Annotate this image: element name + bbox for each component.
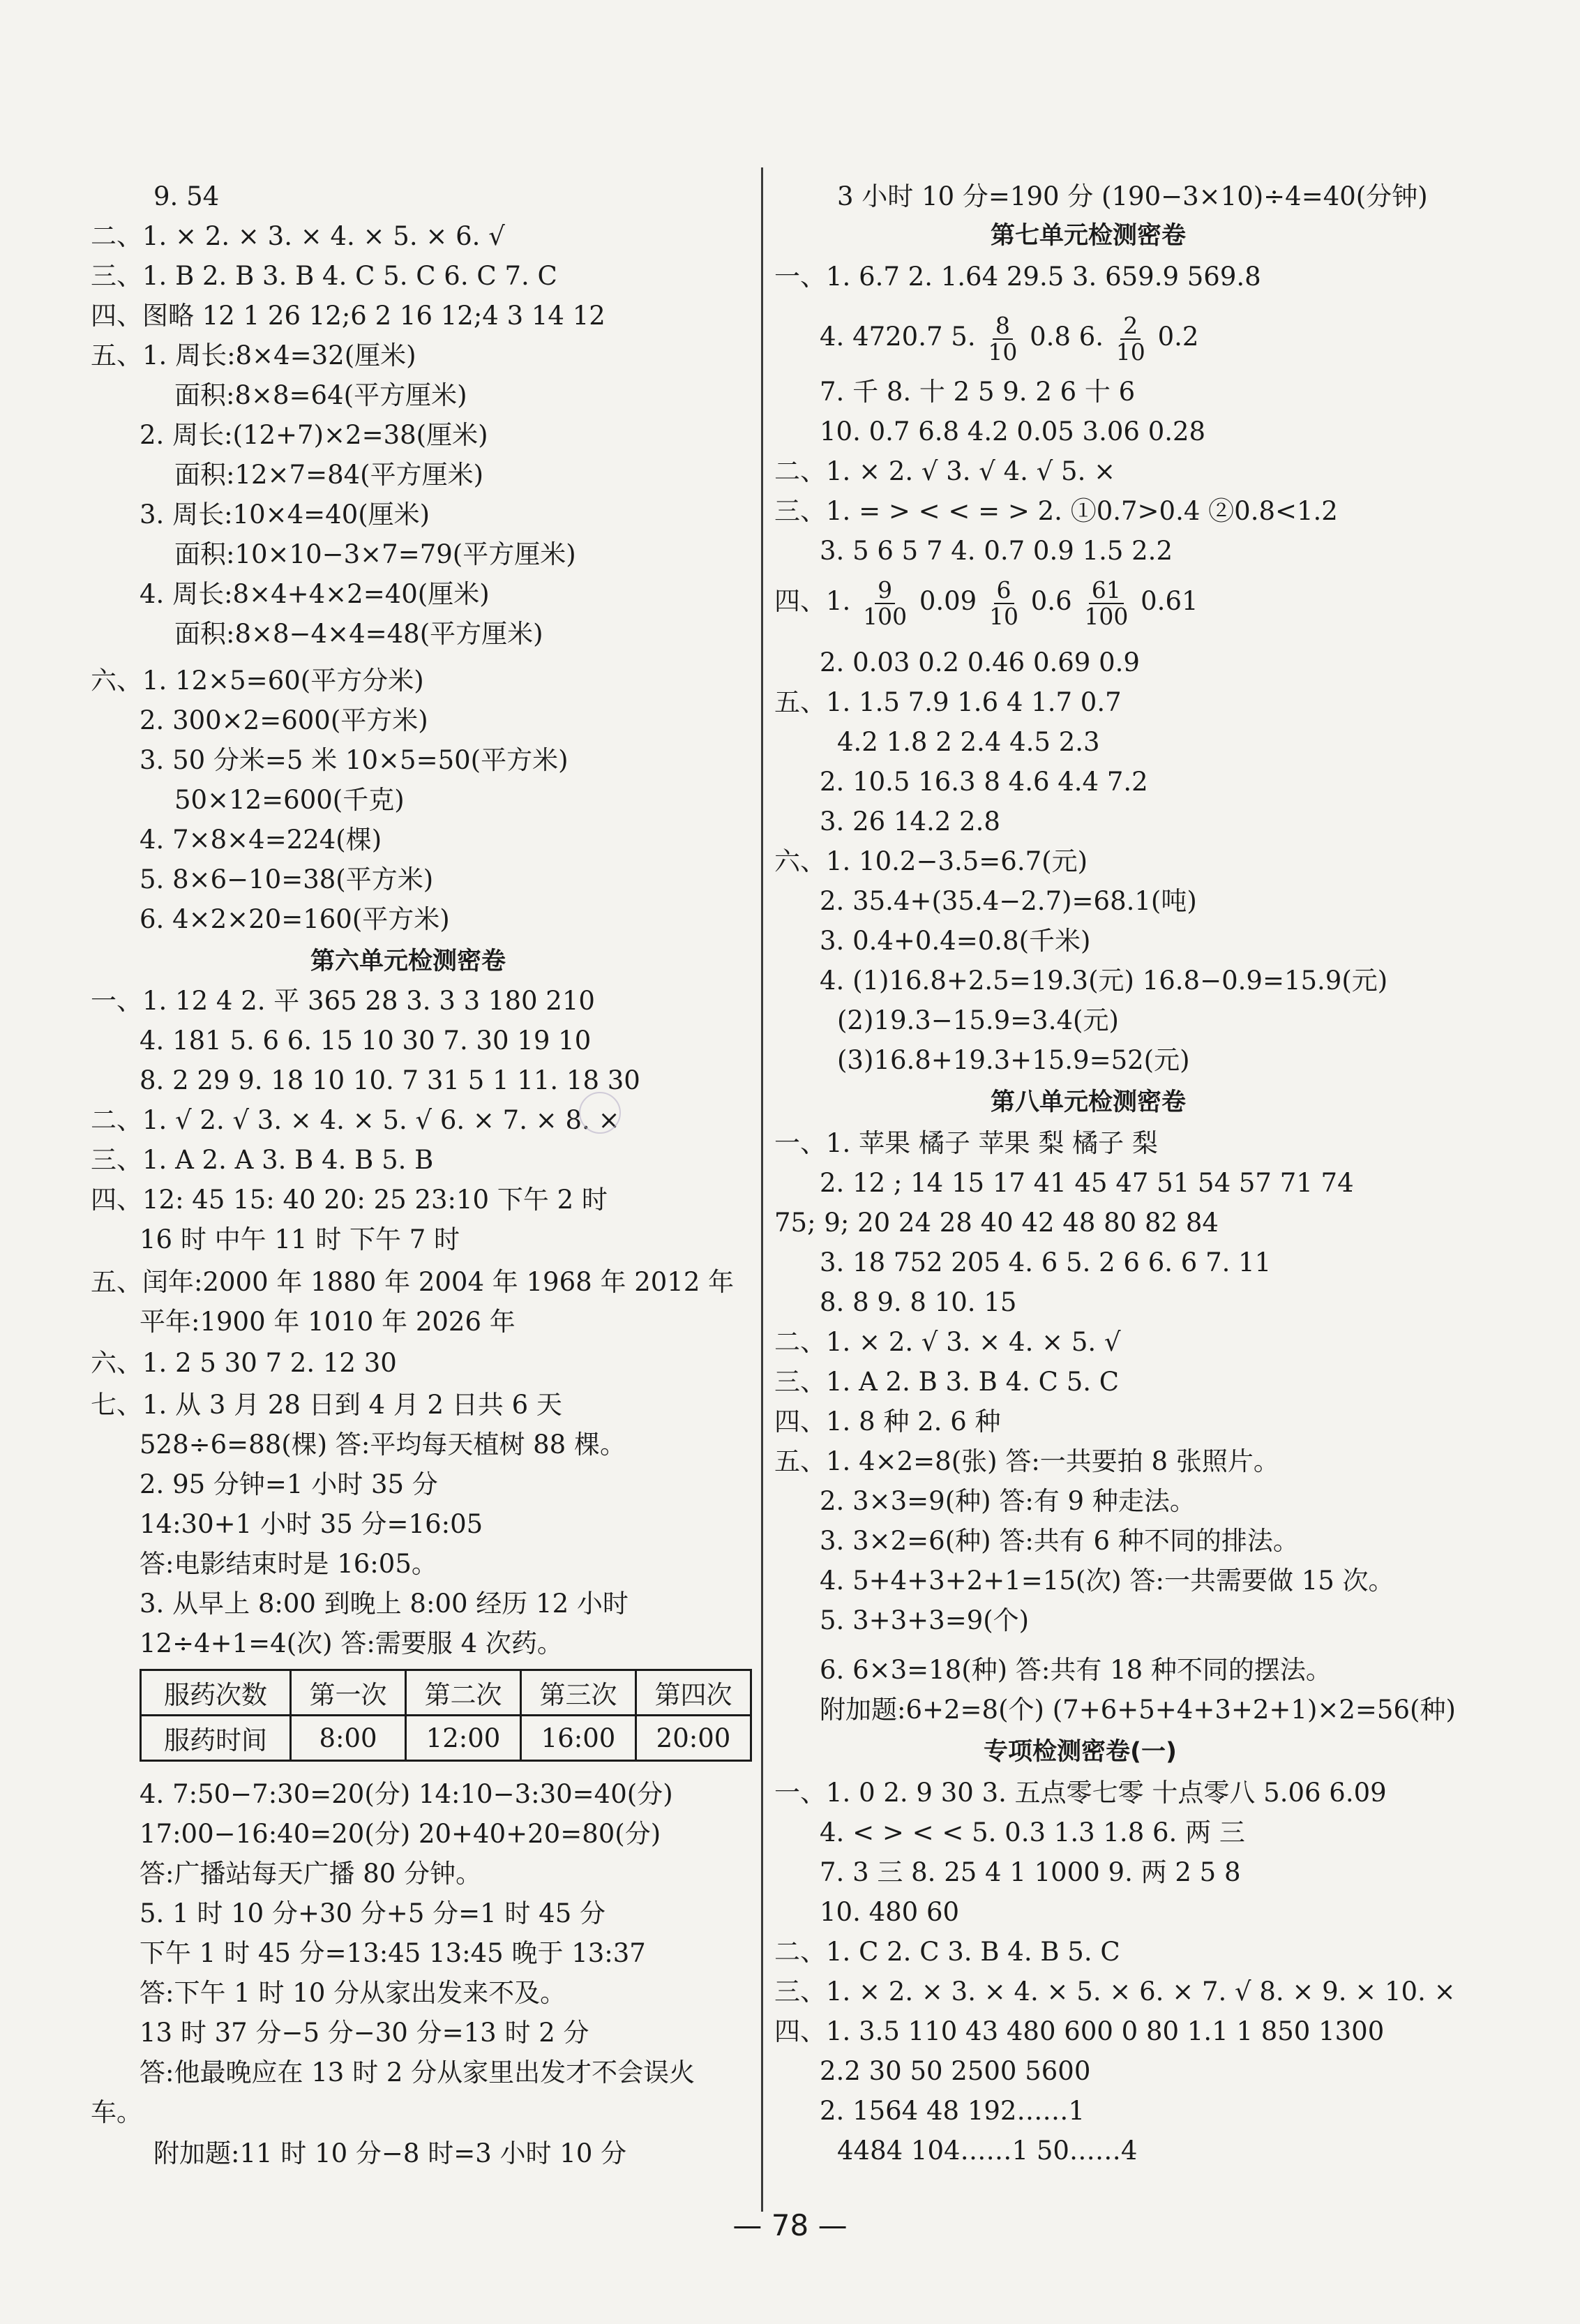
section-title: 专项检测密卷(一) [984, 1738, 1177, 1766]
text-line: 五、1. 1.5 7.9 1.6 4 1.7 0.7 [774, 687, 1122, 717]
table-cell: 服药时间 [141, 1716, 291, 1761]
text-line: 五、闰年:2000 年 1880 年 2004 年 1968 年 2012 年 [91, 1267, 735, 1297]
text-line: 3. 3×2=6(种) 答:共有 6 种不同的排法。 [820, 1526, 1299, 1556]
text-line: 六、1. 12×5=60(平方分米) [91, 666, 424, 696]
text-line: 4. 7:50−7:30=20(分) 14:10−3:30=40(分) [140, 1779, 673, 1809]
text-line: 2. 3×3=9(种) 答:有 9 种走法。 [820, 1486, 1196, 1516]
text-line: 一、1. 6.7 2. 1.64 29.5 3. 659.9 569.8 [774, 262, 1261, 292]
text-line: 3. 从早上 8:00 到晚上 8:00 经历 12 小时 [140, 1589, 629, 1619]
numerator: 9 [875, 578, 895, 604]
watermark-stamp-icon [579, 1092, 621, 1134]
text-line: 四、1. 3.5 110 43 480 600 0 80 1.1 1 850 1300 [774, 2016, 1385, 2046]
text-line: 12÷4+1=4(次) 答:需要服 4 次药。 [140, 1628, 563, 1658]
text-line: 面积:12×7=84(平方厘米) [174, 460, 484, 490]
text-line: 2. 周长:(12+7)×2=38(厘米) [140, 420, 488, 450]
table-cell: 16:00 [521, 1716, 636, 1761]
fraction [989, 578, 1018, 629]
text-line: 4. 7×8×4=224(棵) [140, 825, 382, 855]
text-line: 答:广播站每天广播 80 分钟。 [140, 1859, 482, 1889]
text-line: 三、1. = > < < = > 2. ①0.7>0.4 ②0.8<1.2 [774, 496, 1338, 526]
text-line: 答:下午 1 时 10 分从家出发来不及。 [140, 1978, 566, 2008]
text-line: 7. 千 8. 十 2 5 9. 2 6 十 6 [820, 377, 1136, 407]
text-line: 一、1. 12 4 2. 平 365 28 3. 3 3 180 210 [91, 986, 595, 1016]
text-line: 二、1. × 2. √ 3. × 4. × 5. √ [774, 1327, 1121, 1357]
text-line: 75; 9; 20 24 28 40 42 48 80 82 84 [774, 1208, 1219, 1238]
fraction-line [820, 309, 1198, 365]
table-cell: 服药次数 [141, 1670, 291, 1716]
text-line: 四、图略 12 1 26 12;6 2 16 12;4 3 14 12 [91, 301, 605, 331]
text-line: 下午 1 时 45 分=13:45 13:45 晚于 13:37 [140, 1938, 646, 1968]
text-line: 2. 35.4+(35.4−2.7)=68.1(吨) [820, 886, 1197, 916]
text-line: 面积:8×8−4×4=48(平方厘米) [174, 619, 543, 649]
denominator: 10 [989, 602, 1018, 630]
text-line: 3. 50 分米=5 米 10×5=50(平方米) [140, 745, 569, 775]
text-line: 2. 1564 48 192……1 [820, 2096, 1085, 2126]
text-fragment: 0.61 [1141, 586, 1198, 616]
text-line: 附加题:11 时 10 分−8 时=3 小时 10 分 [153, 2138, 627, 2168]
text-line: 4. < > < < 5. 0.3 1.3 1.8 6. 两 三 [820, 1817, 1245, 1847]
text-line: 14:30+1 小时 35 分=16:05 [140, 1509, 483, 1539]
text-line: 七、1. 从 3 月 28 日到 4 月 2 日共 6 天 [91, 1390, 562, 1420]
text-line: 平年:1900 年 1010 年 2026 年 [140, 1307, 516, 1337]
fraction [1116, 313, 1145, 365]
text-fragment: 0.09 [919, 586, 977, 616]
text-line: 面积:8×8=64(平方厘米) [174, 380, 467, 410]
table-cell: 第四次 [636, 1670, 751, 1716]
section-title: 第六单元检测密卷 [310, 947, 506, 975]
text-line: 50×12=600(千克) [174, 785, 405, 815]
text-fragment: 四、1. [774, 586, 851, 616]
text-line: (2)19.3−15.9=3.4(元) [837, 1005, 1119, 1035]
text-line: 8. 2 29 9. 18 10 10. 7 31 5 1 11. 18 30 [140, 1065, 640, 1095]
text-line: 5. 8×6−10=38(平方米) [140, 864, 434, 894]
text-line: 面积:10×10−3×7=79(平方厘米) [174, 539, 576, 569]
text-line: (3)16.8+19.3+15.9=52(元) [837, 1045, 1190, 1075]
text-line: 附加题:6+2=8(个) (7+6+5+4+3+2+1)×2=56(种) [820, 1695, 1456, 1725]
text-line: 答:他最晚应在 13 时 2 分从家里出发才不会误火 [140, 2057, 695, 2087]
fraction [863, 578, 907, 629]
text-line: 车。 [91, 2097, 142, 2127]
text-line: 三、1. A 2. A 3. B 4. B 5. B [91, 1145, 434, 1175]
text-line: 2. 95 分钟=1 小时 35 分 [140, 1469, 438, 1499]
text-line: 10. 0.7 6.8 4.2 0.05 3.06 0.28 [820, 417, 1206, 447]
text-line: 二、1. × 2. √ 3. √ 4. √ 5. × [774, 456, 1116, 486]
text-line: 2. 12 ; 14 15 17 41 45 47 51 54 57 71 74 [820, 1168, 1354, 1198]
text-line: 五、1. 4×2=8(张) 答:一共要拍 8 张照片。 [774, 1446, 1279, 1476]
text-line: 2. 10.5 16.3 8 4.6 4.4 7.2 [820, 767, 1148, 797]
fraction [1084, 578, 1128, 629]
table-cell: 8:00 [291, 1716, 406, 1761]
text-line: 9. 54 [153, 181, 220, 211]
text-fragment: 0.2 [1157, 322, 1199, 352]
text-line: 3. 0.4+0.4=0.8(千米) [820, 926, 1091, 956]
text-line: 三、1. B 2. B 3. B 4. C 5. C 6. C 7. C [91, 261, 557, 291]
denominator: 100 [863, 602, 908, 630]
text-line: 2.2 30 50 2500 5600 [820, 2056, 1091, 2086]
text-line: 3. 周长:10×4=40(厘米) [140, 500, 430, 530]
text-line: 4. 181 5. 6 6. 15 10 30 7. 30 19 10 [140, 1026, 592, 1056]
text-line: 二、1. × 2. × 3. × 4. × 5. × 6. √ [91, 221, 505, 251]
section-title: 第八单元检测密卷 [991, 1088, 1187, 1116]
text-line: 三、1. × 2. × 3. × 4. × 5. × 6. × 7. √ 8. × 9. × 10. × [774, 1977, 1456, 2007]
text-line: 2. 0.03 0.2 0.46 0.69 0.9 [820, 647, 1140, 677]
text-line: 5. 1 时 10 分+30 分+5 分=1 时 45 分 [140, 1898, 606, 1928]
text-line: 四、12: 45 15: 40 20: 25 23:10 下午 2 时 [91, 1185, 608, 1215]
text-line: 3 小时 10 分=190 分 (190−3×10)÷4=40(分钟) [837, 181, 1428, 211]
text-fragment: 0.8 6. [1030, 322, 1104, 352]
text-line: 528÷6=88(棵) 答:平均每天植树 88 棵。 [140, 1430, 626, 1460]
table-row [141, 1670, 751, 1716]
text-line: 一、1. 苹果 橘子 苹果 梨 橘子 梨 [774, 1128, 1158, 1158]
text-line: 一、1. 0 2. 9 30 3. 五点零七零 十点零八 5.06 6.09 [774, 1778, 1387, 1808]
text-line: 10. 480 60 [820, 1897, 960, 1927]
text-line: 四、1. 8 种 2. 6 种 [774, 1407, 1001, 1437]
fraction [988, 313, 1017, 365]
text-line: 答:电影结束时是 16:05。 [140, 1549, 437, 1579]
text-line: 5. 3+3+3=9(个) [820, 1605, 1030, 1635]
text-line: 6. 4×2×20=160(平方米) [140, 904, 450, 934]
text-line: 3. 5 6 5 7 4. 0.7 0.9 1.5 2.2 [820, 536, 1173, 566]
text-line: 二、1. √ 2. √ 3. × 4. × 5. √ 6. × 7. × 8. × [91, 1105, 620, 1135]
text-line: 二、1. C 2. C 3. B 4. B 5. C [774, 1937, 1120, 1967]
numerator: 2 [1120, 313, 1141, 340]
text-line: 8. 8 9. 8 10. 15 [820, 1287, 1017, 1317]
text-line: 4. 周长:8×4+4×2=40(厘米) [140, 579, 490, 609]
text-line: 13 时 37 分−5 分−30 分=13 时 2 分 [140, 2018, 589, 2048]
table-cell: 20:00 [636, 1716, 751, 1761]
denominator: 10 [988, 338, 1018, 366]
numerator: 61 [1089, 578, 1124, 604]
text-line: 4. 5+4+3+2+1=15(次) 答:一共需要做 15 次。 [820, 1566, 1394, 1596]
fraction-line [774, 573, 1198, 629]
table-row [141, 1716, 751, 1761]
table-cell: 第二次 [406, 1670, 521, 1716]
text-line: 3. 18 752 205 4. 6 5. 2 6 6. 6 7. 11 [820, 1247, 1272, 1277]
text-line: 16 时 中午 11 时 下午 7 时 [140, 1224, 460, 1254]
column-divider [761, 167, 763, 2212]
text-line: 三、1. A 2. B 3. B 4. C 5. C [774, 1367, 1120, 1397]
text-line: 六、1. 10.2−3.5=6.7(元) [774, 846, 1088, 876]
table-cell: 第一次 [291, 1670, 406, 1716]
text-fragment: 4. 4720.7 5. [820, 322, 976, 352]
text-line: 六、1. 2 5 30 7 2. 12 30 [91, 1348, 397, 1378]
text-fragment: 0.6 [1030, 586, 1072, 616]
section-title: 第七单元检测密卷 [991, 222, 1187, 250]
text-line: 4.2 1.8 2 2.4 4.5 2.3 [837, 727, 1100, 757]
numerator: 6 [994, 578, 1014, 604]
medication-table [140, 1669, 752, 1762]
text-line: 五、1. 周长:8×4=32(厘米) [91, 340, 416, 370]
denominator: 100 [1084, 602, 1129, 630]
text-line: 6. 6×3=18(种) 答:共有 18 种不同的摆法。 [820, 1655, 1332, 1685]
text-line: 2. 300×2=600(平方米) [140, 705, 428, 735]
text-line: 17:00−16:40=20(分) 20+40+20=80(分) [140, 1819, 661, 1849]
text-line: 4. (1)16.8+2.5=19.3(元) 16.8−0.9=15.9(元) [820, 966, 1388, 996]
table-cell: 第三次 [521, 1670, 636, 1716]
text-line: 3. 26 14.2 2.8 [820, 807, 1000, 837]
numerator: 8 [993, 313, 1013, 340]
page-number: — 78 — [732, 2208, 848, 2242]
text-line: 7. 3 三 8. 25 4 1 1000 9. 两 2 5 8 [820, 1857, 1241, 1887]
text-line: 4484 104……1 50……4 [837, 2136, 1138, 2166]
denominator: 10 [1115, 338, 1145, 366]
table-cell: 12:00 [406, 1716, 521, 1761]
